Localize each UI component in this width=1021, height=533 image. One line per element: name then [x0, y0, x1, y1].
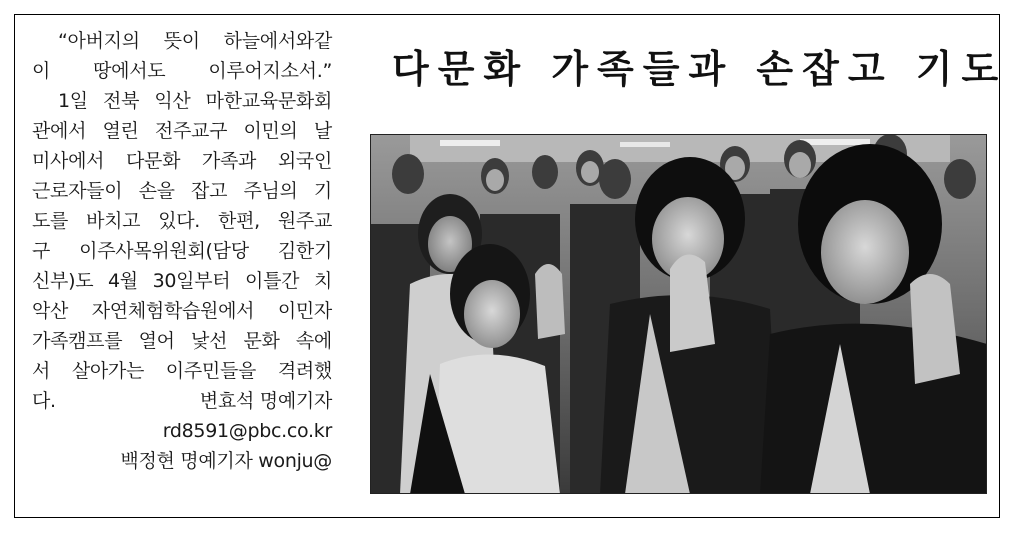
byline-reporter-2: 백정현 명예기자 wonju@: [120, 450, 332, 472]
headline: 다문화 가족들과 손잡고 기도: [392, 47, 1008, 91]
article-body: [32, 26, 332, 476]
last-line: [32, 386, 332, 416]
news-photo: [370, 134, 987, 494]
body-line: 도를 바치고 있다. 한편, 원주교: [32, 210, 332, 232]
byline-email: rd8591@pbc.co.kr: [162, 420, 332, 442]
body-line: 1일 전북 익산 마한교육문화회: [58, 90, 332, 112]
body-line: 가족캠프를 열어 낯선 문화 속에: [32, 330, 332, 352]
praying-congregation-photo: [370, 134, 987, 494]
body-line: 신부)도 4월 30일부터 이틀간 치: [32, 270, 332, 292]
quote-line: 이 땅에서도 이루어지소서.”: [32, 60, 332, 82]
body-line: 서 살아가는 이주민들을 격려했: [32, 360, 332, 382]
body-line: 구 이주사목위원회(담당 김한기: [32, 240, 332, 262]
body-line: 근로자들이 손을 잡고 주님의 기: [32, 180, 332, 202]
body-line: 관에서 열린 전주교구 이민의 날: [32, 120, 332, 142]
body-line: 미사에서 다문화 가족과 외국인: [32, 150, 332, 172]
body-line: 악산 자연체험학습원에서 이민자: [32, 300, 332, 322]
body-last-word: 다.: [32, 390, 56, 412]
byline-reporter-1: 변효석 명예기자: [199, 390, 332, 412]
quote-line: “아버지의 뜻이 하늘에서와같: [58, 30, 332, 52]
